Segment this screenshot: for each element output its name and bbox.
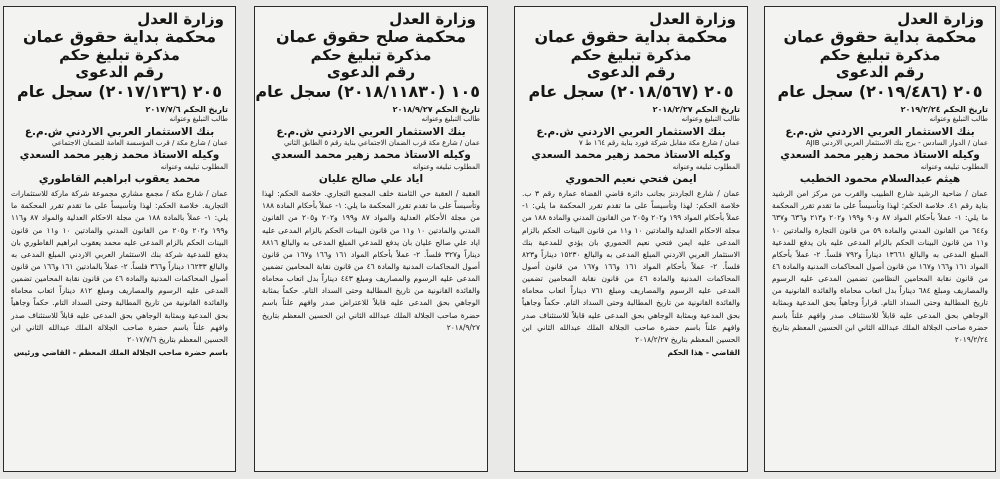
court-name: محكمة بداية حقوق عمان bbox=[22, 27, 217, 47]
ministry-title: وزارة العدل bbox=[649, 10, 736, 28]
notice-2 bbox=[254, 6, 488, 472]
recipient-name: هيثم عبدالسلام محمود الخطيب bbox=[799, 172, 961, 185]
court-name: محكمة بداية حقوق عمان bbox=[783, 27, 977, 47]
signature-line: باسم حضرة صاحب الجلالة الملك المعظم - القاضي ورئيس bbox=[13, 347, 228, 357]
applicant-name: بنك الاستثمار العربي الاردني ش.م.ع bbox=[24, 125, 215, 138]
notice-3 bbox=[514, 6, 748, 472]
judgment-body: عمان / شارع مكة / مجمع مشاري مجموعة شركة ماركة للاستثمارات التجارية. خلاصة الحكم: لهذا وتأسيساً على ما تقدم تقرر المحكمة ما يلي: ١- عملاً بالمادة ١٨٨ من مجلة الاحكام العدلية والمواد ٨٧ و١١٦ و١٩٩ و٢٠٢ و٢٠٥ من القانون المدني والمادتين ١٠ و١١ من قانون البينات الحكم بالزام المدعى عليه محمد يعقوب ابراهيم القاطوري بان يدفع للمدعية شركة بنك الاستثمار العربي الاردني المبلغ المدعى به والبالغ ١٦٢٣٣ ديناراً و٣٦٦ فلساً. ٢- عملاً بالمادتين ١٦١ و١٦٦ من قانون أصول المحاكمات المدنية والمادة ٤٦ من قانون نقابة المحامين تضمين المدعى عليه الرسوم والمصاريف ومبلغ ٨١٢ ديناراً اتعاب محاماة والفائدة القانونية من تاريخ المطالبة وحتى السداد التام. حكماً وجاهياً بحق المدعية وبمثابة الوجاهي بحق المدعى عليه قابلاً للاستئناف صدر وافهم علناً باسم حضرة صاحب الجلالة الملك عبدالله الثاني ابن الحسين المعظم بتاريخ ٢٠١٧/٧/٦ bbox=[11, 189, 229, 344]
recipient-label: المطلوب تبليغه وعنوانه bbox=[160, 162, 228, 171]
applicant-label: طالب التبليغ وعنوانه bbox=[421, 115, 480, 124]
agent-name: وكيله الاستاذ محمد زهير محمد السعدي bbox=[531, 149, 731, 162]
notice-type: مذكرة تبليغ حكم bbox=[59, 45, 180, 64]
applicant-name: بنك الاستثمار العربي الاردني ش.م.ع bbox=[536, 125, 726, 138]
applicant-address: عمان / شارع مكة / قرب المؤسسة العامة للضمان الاجتماعي bbox=[51, 138, 228, 147]
recipient-label: المطلوب تبليغه وعنوانه bbox=[920, 162, 988, 171]
ministry-title: وزارة العدل bbox=[137, 10, 224, 28]
judgment-body: العقبة / العقبة حي الثامنة خلف المجمع التجاري. خلاصة الحكم: لهذا وتأسيساً على ما تقدم تقرر المحكمة ما يلي: ١- عملاً بأحكام المادة ١٨٨ من مجلة الأحكام العدلية والمواد ٨٧ و١٩٩ و٢٠٢ و٢٠٥ من القانون المدني والمادتين ١٠ و١١ من قانون البينات الحكم بالزام المدعى عليه اياد علي صالح عليان بان يدفع للمدعي المبلغ المدعى به والبالغ ٨٨١٦ ديناراً و٣٢٧ فلساً. ٢- عملاً بأحكام المواد ١٦١ و١٦٦ و١٦٧ من قانون أصول المحاكمات المدنية والمادة ٤٦ من قانون نقابة المحامين تضمين المدعى عليه الرسوم والمصاريف ومبلغ ٤٤٣ ديناراً بدل اتعاب محاماة والفائدة القانونية من تاريخ المطالبة وحتى السداد التام. حكماً بمثابة الوجاهي بحق المدعى عليه قابلاً للاعتراض صدر وافهم علناً باسم حضرة صاحب الجلالة الملك عبدالله الثاني ابن الحسين المعظم بتاريخ ٢٠١٨/٩/٢٧ bbox=[262, 189, 481, 332]
applicant-name: بنك الاستثمار العربي الاردني ش.م.ع bbox=[276, 125, 466, 138]
case-number: ١٠٥ (٢٠١٨/١١٨٣٠) سجل عام bbox=[255, 82, 480, 102]
applicant-address: عمان / شارع مكة قرب الضمان الاجتماعي بناية رقم ٥ الطابق الثاني bbox=[284, 138, 480, 147]
case-label: رقم الدعوى bbox=[75, 62, 164, 81]
applicant-address: عمان / الدوار السادس - برج بنك الاستثمار العربي الاردني AJIB bbox=[805, 138, 988, 147]
judgment-body: عمان / شارع الجاردنز بجانب دائرة قاضي القضاة عمارة رقم ٣ ب. خلاصة الحكم: لهذا وتأسيساً على ما تقدم تقرر المحكمة ما يلي: ١- عملاً بأحكام المواد ١٩٩ و٢٠٢ و٢٠٥ من القانون المدني والمادة ١٨٨ من مجلة الاحكام العدلية والمادتين ١٠ و١١ من قانون البينات الحكم بالزام المدعى عليه ايمن فتحي نعيم الحموري بان يؤدي للمدعية بنك الاستثمار العربي الاردني المبلغ المدعى به والبالغ ١٥٢٣٠ ديناراً و٨٢٣ فلساً. ٢- عملاً بأحكام المواد ١٦١ و١٦٦ و١٦٧ من قانون أصول المحاكمات المدنية والمادة ٤٦ من قانون نقابة المحامين تضمين المدعى عليه الرسوم والمصاريف ومبلغ ٧٦١ ديناراً اتعاب محاماة والفائدة القانونية من تاريخ المطالبة وحتى السداد التام. حكماً وجاهياً بحق المدعية وبمثابة الوجاهي بحق المدعى عليه قابلاً للاستئناف صدر وافهم علناً باسم حضرة صاحب الجلالة الملك عبدالله الثاني ابن الحسين المعظم بتاريخ ٢٠١٨/٢/٢٧ bbox=[522, 189, 740, 344]
judgment-date: تاريخ الحكم ٢٠١٨/٩/٢٧ bbox=[392, 104, 480, 114]
agent-name: وكيله الاستاذ محمد زهير محمد السعدي bbox=[271, 149, 471, 162]
signature-line: القاضي - هذا الحكم bbox=[667, 347, 740, 357]
ministry-title: وزارة العدل bbox=[897, 10, 984, 28]
ministry-title: وزارة العدل bbox=[389, 10, 476, 28]
notice-type: مذكرة تبليغ حكم bbox=[570, 45, 692, 64]
judgment-body: عمان / ضاحية الرشيد شارع الطبيب والقرب من مركز امن الرشيد بناية رقم ٤١. خلاصة الحكم: لهذا وتأسيساً على ما تقدم تقرر المحكمة ما يلي: ١- عملاً بأحكام المواد ٨٧ و٩٠ و١٩٩ و٢٠٢ و٢١٣ و٦٣٦ و٦٣٧ و٦٤٤ من القانون المدني والمادة ٥٩ من قانون التجارة والمادتين ١٠ و١١ من قانون البينات الحكم بالزام المدعى عليه بان يدفع للمدعية المبلغ المدعى به والبالغ ١٣٦٦١ ديناراً و٧٩٢ فلساً. ٢- عملاً بأحكام المواد ١٦١ و١٦٦ و١٦٧ من قانون أصول المحاكمات المدنية والمادة ٤٦ من قانون نقابة المحامين النظامين تضمين المدعى عليه الرسوم والمصاريف ومبلغ ٦٨٤ ديناراً بدل اتعاب محاماة والفائدة القانونية من تاريخ المطالبة وحتى السداد التام. قراراً وجاهياً بحق المدعية وبمثابة الوجاهي بحق المدعى عليه قابلاً للاستئناف صدر وافهم علناً باسم حضرة صاحب الجلالة الملك عبدالله الثاني ابن الحسين المعظم بتاريخ ٢٠١٩/٢/٢٤ bbox=[772, 189, 989, 344]
judgment-date: تاريخ الحكم ٢٠١٧/٧/٦ bbox=[145, 104, 228, 114]
case-number: ٢٠٥ (٢٠١٧/١٣٦) سجل عام bbox=[16, 82, 223, 102]
judgment-date: تاريخ الحكم ٢٠١٩/٢/٢٤ bbox=[900, 104, 988, 114]
case-number: ٢٠٥ (٢٠١٩/٤٨٦) سجل عام bbox=[777, 82, 983, 102]
court-name: محكمة صلح حقوق عمان bbox=[275, 27, 467, 47]
notice-4 bbox=[764, 6, 996, 472]
judgment-date: تاريخ الحكم ٢٠١٨/٢/٢٧ bbox=[652, 104, 740, 114]
case-label: رقم الدعوى bbox=[586, 62, 676, 81]
recipient-label: المطلوب تبليغه وعنوانه bbox=[412, 162, 480, 171]
recipient-label: المطلوب تبليغه وعنوانه bbox=[672, 162, 740, 171]
recipient-name: محمد يعقوب ابراهيم القاطوري bbox=[38, 172, 201, 185]
applicant-name: بنك الاستثمار العربي الاردني ش.م.ع bbox=[785, 125, 975, 138]
case-number: ٢٠٥ (٢٠١٨/٥٦٧) سجل عام bbox=[528, 82, 734, 102]
recipient-name: ايمن فتحي نعيم الحموري bbox=[565, 172, 697, 185]
applicant-label: طالب التبليغ وعنوانه bbox=[681, 115, 740, 124]
applicant-label: طالب التبليغ وعنوانه bbox=[169, 115, 228, 124]
notice-type: مذكرة تبليغ حكم bbox=[310, 45, 432, 64]
court-name: محكمة بداية حقوق عمان bbox=[534, 27, 728, 47]
case-label: رقم الدعوى bbox=[326, 62, 416, 81]
case-label: رقم الدعوى bbox=[835, 62, 925, 81]
agent-name: وكيله الاستاذ محمد زهير محمد السعدي bbox=[780, 149, 980, 162]
notice-1 bbox=[3, 6, 236, 472]
recipient-name: اياد علي صالح عليان bbox=[318, 172, 424, 185]
applicant-label: طالب التبليغ وعنوانه bbox=[929, 115, 988, 124]
agent-name: وكيله الاستاذ محمد زهير محمد السعدي bbox=[19, 149, 220, 162]
notice-type: مذكرة تبليغ حكم bbox=[819, 45, 941, 64]
applicant-address: عمان / شارع مكة مقابل شركة فورد بناية رقم ١٦٤ ط ٧ bbox=[578, 138, 740, 147]
